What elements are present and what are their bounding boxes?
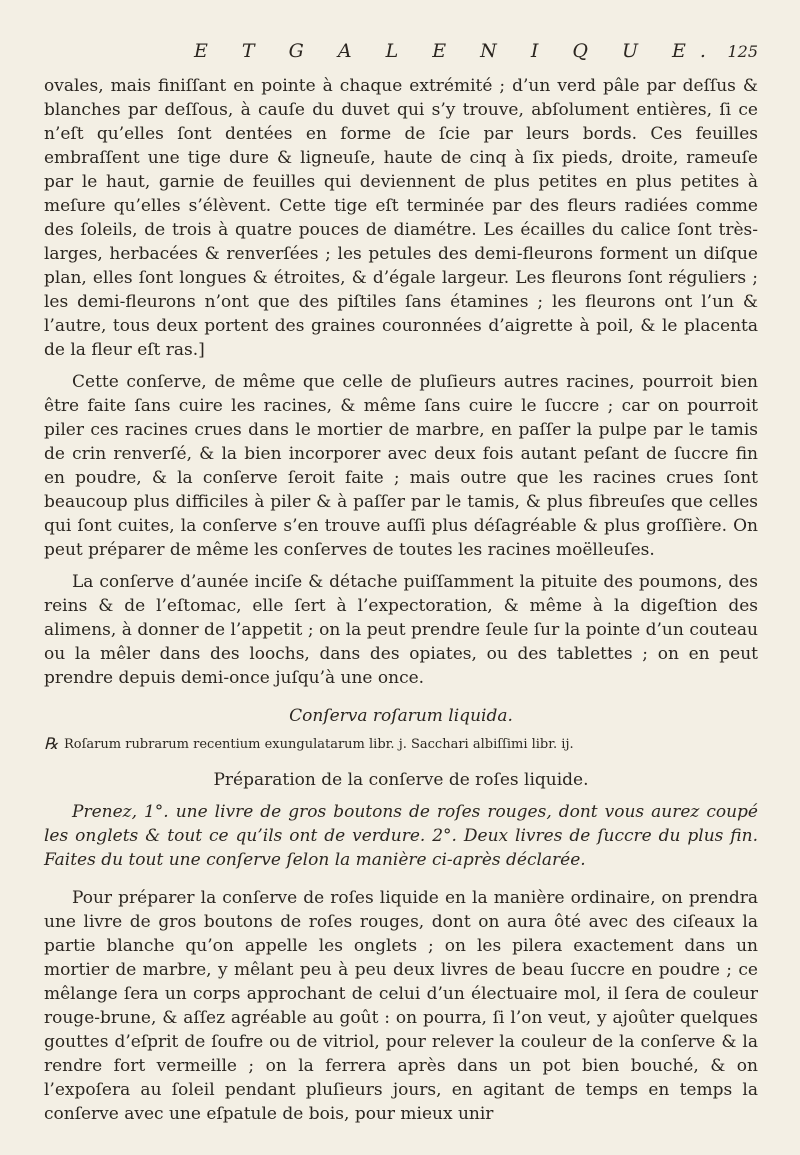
paragraph-preparation-procedure: Pour préparer la conſerve de roſes liquide en la manière ordinaire, on prendra une livre de gros boutons de roſes rouges, dont on aura ôté avec des ciſeaux la partie blanche qu’on appelle les onglets ; on les pilera exactement dans un mortier de marbre, y mêlant peu à peu deux livres de beau ſuccre en poudre ; ce mêlange ſera un corps approchant de celui d’un électuaire mol, il ſera de couleur rouge-brune, & aſſez agréable au goût : on pourra, ſi l’on veut, y ajoûter quelques gouttes d’eſprit de ſoufre ou de vitriol, pour relever la couleur de la conſerve & la rendre fort vermeille ; on la ferrera après dans un pot bien bouché, & on l’expoſera au ſoleil pendant pluſieurs jours, en agitant de temps en temps la conſerve avec une eſpatule de bois, pour mieux unir [44, 888, 758, 1124]
running-head [44, 40, 758, 74]
preparation-title: Préparation de la conſerve de roſes liquide. [213, 770, 589, 790]
recipe-text: Roſarum rubrarum recentium exungulatarum libr. j. Sacchari albiſſimi libr. ij. [64, 737, 574, 752]
running-title: E T G A L E N I Q U E. [194, 40, 720, 62]
paragraph-conserve-method: Cette conſerve, de même que celle de pluſieurs autres racines, pourroit bien être faite ſans cuire les racines, & même ſans cuire le ſuccre ; car on pourroit piler ces racines crues dans le mortier de marbre, en paſſer la pulpe par le tamis de crin renverſé, & la bien incorporer avec deux fois autant peſant de ſuccre fin en poudre, & la conſerve ſeroit faite ; mais outre que les racines crues ſont beaucoup plus difficiles à piler & à paſſer par le tamis, & plus fibreuſes que celles qui ſont cuites, la conſerve s’en trouve auſſi plus déſagréable & plus groſſière. On peut préparer de même les conſerves de toutes les racines moëlleuſes. [44, 372, 758, 560]
recipe-icon: ℞ [44, 734, 59, 753]
page-number: 125 [727, 42, 758, 61]
recipe-formula [44, 736, 758, 754]
paragraph-flower-description: ovales, mais finiſſant en pointe à chaque extrémité ; d’un verd pâle par deſſus & blanches par deſſous, à cauſe du duvet qui s’y trouve, abſolument entières, ſi ce n’eſt qu’elles ſont dentées en forme de ſcie par leurs bords. Ces feuilles embraſſent une tige dure & ligneuſe, haute de cinq à ſix pieds, droite, rameuſe par le haut, garnie de feuilles qui deviennent de plus petites en plus petites à meſure qu’elles s’élèvent. Cette tige eſt terminée par des fleurs radiées comme des ſoleils, de trois à quatre pouces de diamétre. Les écailles du calice ſont très-larges, herbacées & renverſées ; les petules des demi-fleurons forment un diſque plan, elles ſont longues & étroites, & d’égale largeur. Les fleurons ſont réguliers ; les demi-fleurons n’ont que des piſtiles ſans étamines ; les fleurons ont l’un & l’autre, tous deux portent des graines couronnées d’aigrette à poil, & le placenta de la fleur eſt ras.] [44, 76, 758, 360]
preparation-instructions: Prenez, 1°. une livre de gros boutons de roſes rouges, dont vous aurez coupé les onglets & tout ce qu’ils ont de verdure. 2°. Deux livres de ſuccre du plus fin. Faites du tout une conſerve ſelon la manière ci-après déclarée. [44, 802, 758, 870]
paragraph-aunee-virtues: La conſerve d’aunée inciſe & détache puiſſamment la pituite des poumons, des reins & de l’eſtomac, elle ſert à l’expectoration, & même à la digeſtion des alimens, à donner de l’appetit ; on la peut prendre ſeule ſur la pointe d’un couteau ou la mêler dans des loochs, dans des opiates, ou des tablettes ; on en peut prendre depuis demi-once juſqu’à une once. [44, 572, 758, 688]
book-page [44, 40, 758, 1130]
latin-recipe-title: Conſerva roſarum liquida. [289, 706, 513, 726]
